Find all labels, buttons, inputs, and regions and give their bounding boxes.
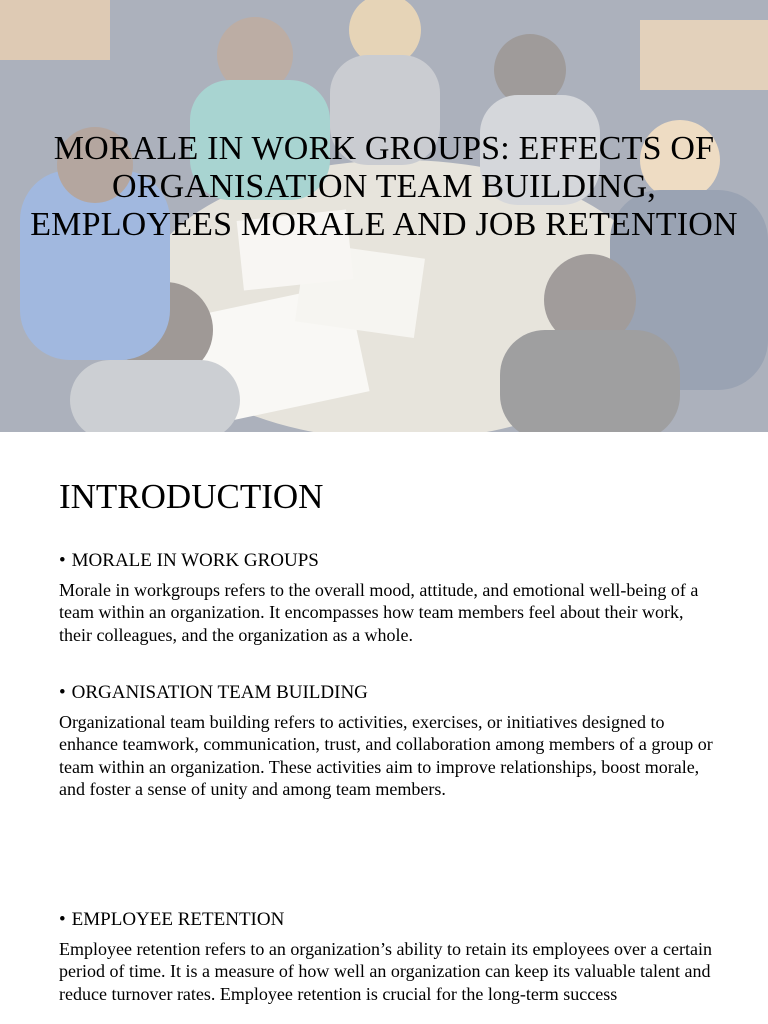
section-body: Morale in workgroups refers to the overall mood, attitude, and emotional well-being of a team within an organization. It encompasses how team members feel about their work, their colleagues, and the organization as a whole. [59, 580, 699, 645]
bullet-dot: • [59, 550, 66, 571]
section-title: EMPLOYEE RETENTION [71, 909, 285, 930]
cover-title: MORALE IN WORK GROUPS: EFFECTS OF ORGANISATION TEAM BUILDING, EMPLOYEES MORALE AND JOB RETENTION [30, 130, 738, 243]
section-body: Employee retention refers to an organization’s ability to retain its employees over a certain period of time. It is a measure of how well an organization can keep its valuable talent and reduce turnover rates. Employee retention is crucial for the long-term success [59, 939, 712, 1004]
section-title: MORALE IN WORK GROUPS [71, 550, 319, 571]
bullet-dot: • [59, 909, 66, 930]
section-body: Organizational team building refers to activities, exercises, or initiatives designed to enhance teamwork, communication, trust, and collaboration among members of a group or team within an organization. These activities aim to improve relationships, boost morale, and foster a sense of unity and among team members. [59, 712, 713, 800]
bullet-title [59, 550, 719, 572]
bullet-title [59, 682, 719, 704]
bullet-title [59, 909, 719, 931]
introduction-slide [0, 432, 768, 1024]
intro-heading: INTRODUCTION [59, 477, 324, 516]
section-retention [59, 909, 719, 1005]
section-team-building [59, 682, 719, 801]
cover-slide [0, 0, 768, 432]
section-morale [59, 550, 719, 646]
bullet-dot: • [59, 682, 66, 703]
section-title: ORGANISATION TEAM BUILDING [71, 682, 368, 703]
